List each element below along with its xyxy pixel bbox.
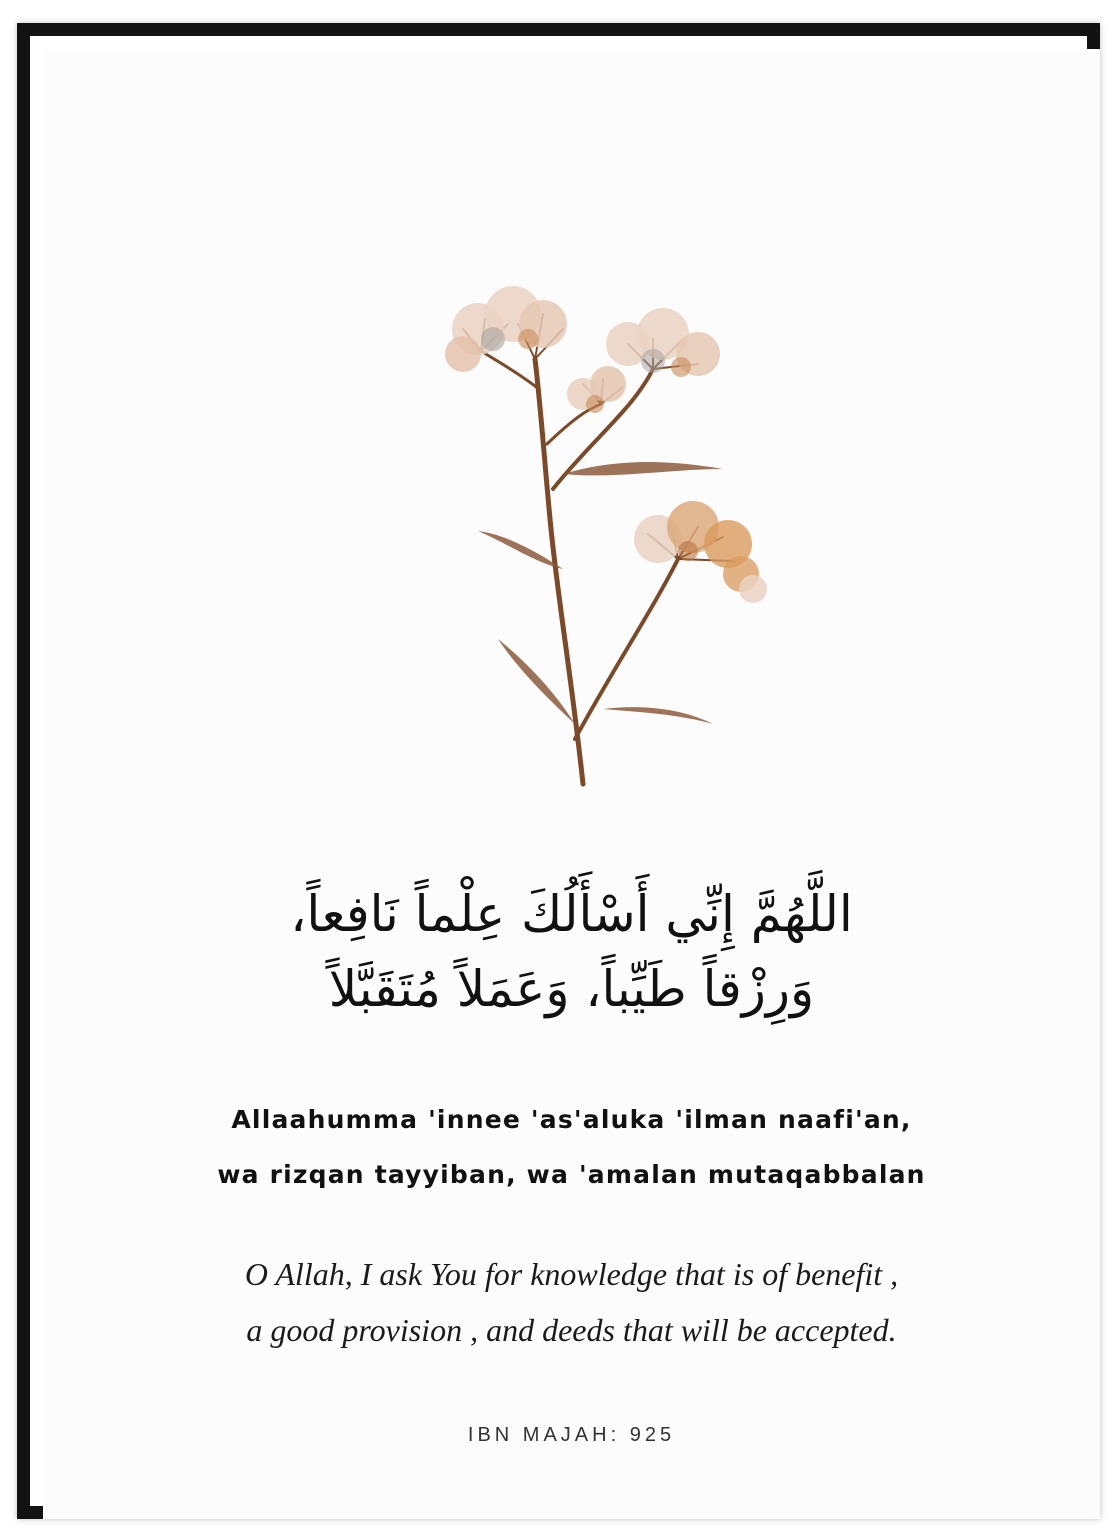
poster-frame: [17, 23, 1100, 1519]
poster-canvas: [43, 49, 1100, 1519]
arabic-line-1: اللَّهُمَّ إِنِّي أَسْأَلُكَ عِلْماً نَافِعاً،: [290, 885, 853, 943]
translation-line-1: O Allah, I ask You for knowledge that is of benefit ,: [244, 1256, 899, 1292]
arabic-line-2: وَرِزْقاً طَيِّباً، وَعَمَلاً مُتَقَبَّلاً: [328, 960, 815, 1018]
transliteration-line-2: wa rizqan tayyiban, wa 'amalan mutaqabbalan: [217, 1160, 926, 1189]
dried-flower-icon: [423, 269, 783, 789]
transliteration-line-1: Allaahumma 'innee 'as'aluka 'ilman naafi'an,: [231, 1105, 912, 1134]
hadith-source: IBN MAJAH: 925: [467, 1424, 676, 1446]
translation-line-2: a good provision , and deeds that will be accepted.: [246, 1312, 897, 1348]
